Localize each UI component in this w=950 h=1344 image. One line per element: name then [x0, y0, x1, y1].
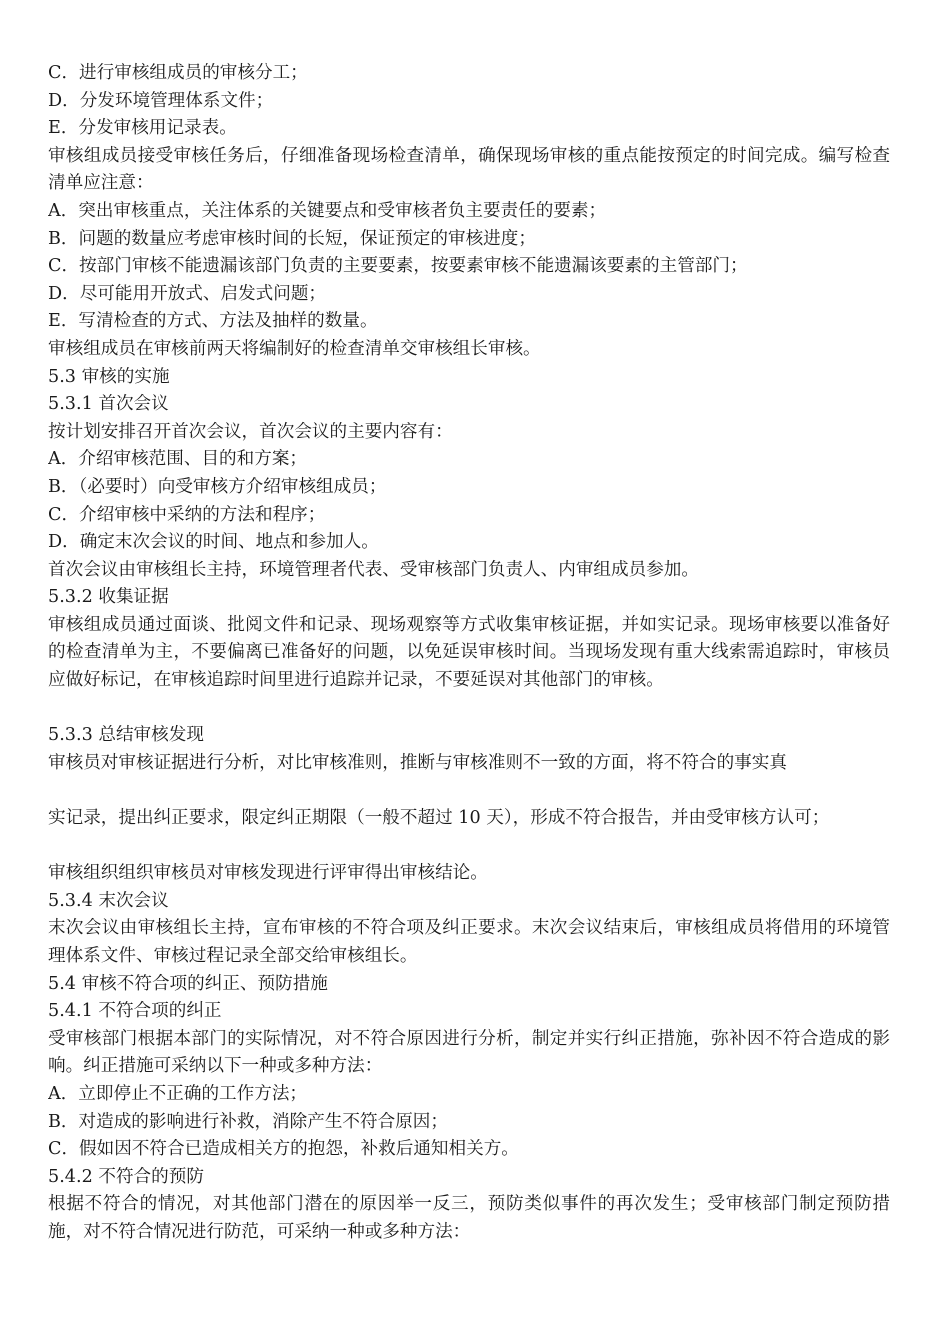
list-item: A．介绍审核范围、目的和方案； — [48, 449, 308, 470]
paragraph: 首次会议由审核组长主持，环境管理者代表、受审核部门负责人、内审组成员参加。 — [48, 559, 699, 580]
paragraph: 审核组成员在审核前两天将编制好的检查清单交审核组长审核。 — [48, 338, 541, 359]
list-item: D．确定末次会议的时间、地点和参加人。 — [48, 532, 379, 553]
list-item: B．对造成的影响进行补救，消除产生不符合原因； — [48, 1111, 448, 1132]
paragraph: 审核组成员接受审核任务后，仔细准备现场检查清单，确保现场审核的重点能按预定的时间完成。编写检查清单应注意： — [48, 145, 890, 194]
paragraph: 按计划安排召开首次会议，首次会议的主要内容有： — [48, 421, 453, 442]
list-item: A．立即停止不正确的工作方法； — [48, 1083, 308, 1104]
list-item: D．尽可能用开放式、启发式问题； — [48, 283, 327, 304]
list-item: E．分发审核用记录表。 — [48, 118, 237, 139]
list-item: C．假如因不符合已造成相关方的抱怨，补救后通知相关方。 — [48, 1139, 519, 1160]
subsection-heading: 5.4.2 不符合的预防 — [48, 1166, 204, 1187]
paragraph: 实记录，提出纠正要求，限定纠正期限（一般不超过 10 天），形成不符合报告，并由受审核方认可； — [48, 808, 830, 829]
list-item: C．进行审核组成员的审核分工； — [48, 63, 308, 83]
subsection-heading: 5.3.3 总结审核发现 — [48, 725, 204, 746]
list-item: E．写清检查的方式、方法及抽样的数量。 — [48, 311, 378, 332]
list-item: B．问题的数量应考虑审核时间的长短，保证预定的审核进度； — [48, 228, 536, 249]
list-item: B．（必要时）向受审核方介绍审核组成员； — [48, 476, 387, 497]
paragraph: 审核组织组织审核员对审核发现进行评审得出审核结论。 — [48, 863, 488, 884]
list-item: A．突出审核重点，关注体系的关键要点和受审核者负主要责任的要素； — [48, 200, 607, 221]
paragraph: 受审核部门根据本部门的实际情况，对不符合原因进行分析，制定并实行纠正措施，弥补因不符合造成的影响。纠正措施可采纳以下一种或多种方法： — [48, 1028, 890, 1077]
paragraph: 审核组成员通过面谈、批阅文件和记录、现场观察等方式收集审核证据，并如实记录。现场审核要以准备好的检查清单为主，不要偏离已准备好的问题，以免延误审核时间。当现场发现有重大线索需追踪时，审核员应做好标记，在审核追踪时间里进行追踪并记录，不要延误对其他部门的审核。 — [48, 614, 890, 691]
section-heading: 5.4 审核不符合项的纠正、预防措施 — [48, 973, 328, 994]
list-item: C．介绍审核中采纳的方法和程序； — [48, 504, 326, 525]
paragraph: 审核员对审核证据进行分析，对比审核准则，推断与审核准则不一致的方面，将不符合的事实真 — [48, 752, 787, 773]
subsection-heading: 5.3.2 收集证据 — [48, 587, 169, 608]
list-item: D．分发环境管理体系文件； — [48, 90, 274, 111]
section-heading: 5.3 审核的实施 — [48, 366, 170, 387]
paragraph: 末次会议由审核组长主持，宣布审核的不符合项及纠正要求。末次会议结束后，审核组成员将借用的环境管理体系文件、审核过程记录全部交给审核组长。 — [48, 918, 890, 967]
document-body — [48, 60, 890, 1247]
paragraph: 根据不符合的情况，对其他部门潜在的原因举一反三，预防类似事件的再次发生；受审核部门制定预防措施，对不符合情况进行防范，可采纳一种或多种方法： — [48, 1194, 890, 1242]
list-item: C．按部门审核不能遗漏该部门负责的主要要素，按要素审核不能遗漏该要素的主管部门； — [48, 256, 748, 277]
subsection-heading: 5.3.4 末次会议 — [48, 890, 169, 911]
subsection-heading: 5.4.1 不符合项的纠正 — [48, 1001, 222, 1022]
subsection-heading: 5.3.1 首次会议 — [48, 394, 169, 415]
